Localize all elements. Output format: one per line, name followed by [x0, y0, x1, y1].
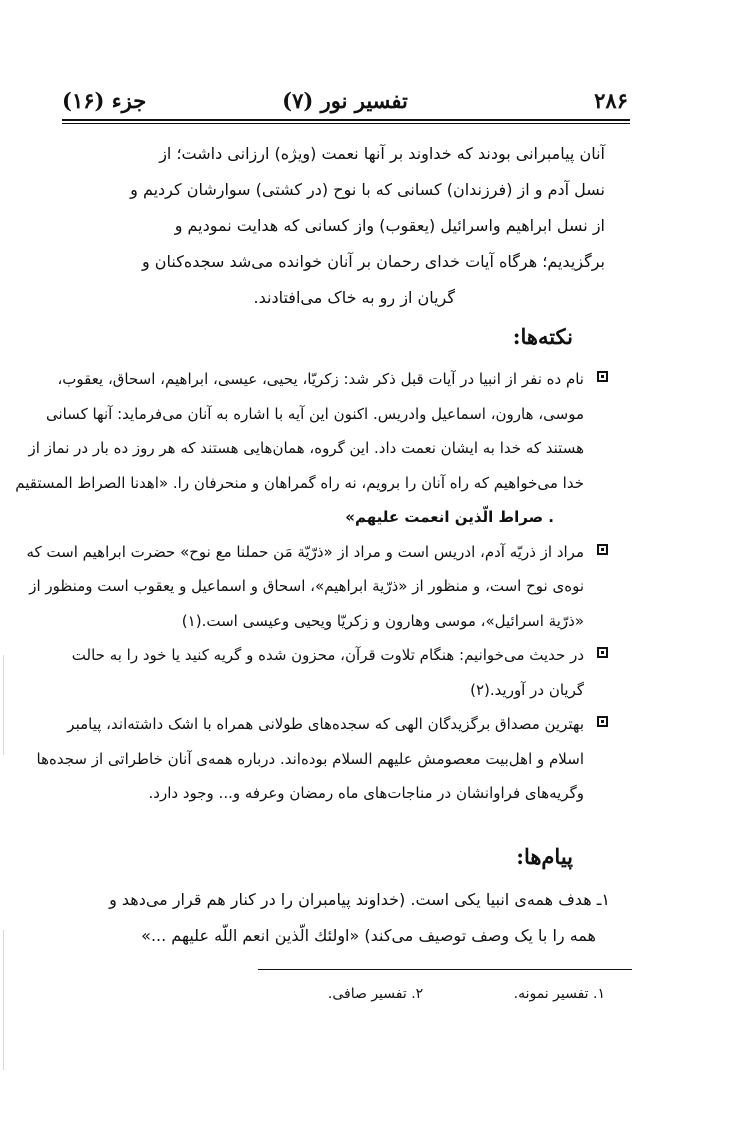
- part-label: جزء (۱۶): [62, 88, 147, 113]
- text-line: نسل آدم و از (فرزندان) کسانی که با نوح (در کشتی) سوارشان کردیم و: [130, 180, 605, 199]
- verse-translation: [90, 136, 605, 316]
- scan-edge-mark: [3, 930, 4, 1070]
- square-bullet-icon: [597, 716, 608, 727]
- square-bullet-icon: [597, 647, 608, 658]
- messages-heading: پیام‌ها:: [516, 844, 573, 869]
- page-number: ۲۸۶: [594, 88, 628, 113]
- note-line: . صراط الّذین انعمت علیهم»: [345, 508, 554, 526]
- note-line: اسلام و اهل‌بیت معصومش علیهم السلام بوده‌اند. درباره همه‌ی آنان خاطراتی از سجده‌ها: [36, 749, 584, 768]
- square-bullet-icon: [597, 371, 608, 382]
- message-line: همه را با یک وصف توصیف می‌کند) «اولئك الّذین انعم اللّه علیهم ...»: [141, 926, 596, 945]
- header-rule: [62, 119, 630, 121]
- footnote-rule: [258, 969, 632, 970]
- text-line: گریان از رو به خاک می‌افتادند.: [253, 288, 455, 307]
- footnote-1: ۱. تفسیر نمونه.: [513, 986, 605, 1002]
- text-line: آنان پیامبرانی بودند که خداوند بر آنها نعمت (ویژه) ارزانی داشت؛ از: [159, 144, 605, 163]
- note-line: مراد از ذریّه آدم، ادریس است و مراد از «ذرّیّة مَن حملنا مع نوح» حضرت ابراهیم است که: [26, 542, 584, 561]
- footnote-2: ۲. تفسیر صافی.: [327, 986, 424, 1002]
- messages-section: [90, 882, 610, 954]
- note-item: [36, 707, 608, 811]
- note-line: گریان در آورید.(۲): [470, 680, 584, 699]
- note-item: [15, 362, 608, 535]
- scan-edge-mark: [3, 655, 4, 755]
- notes-section: [15, 362, 608, 811]
- note-line: وگریه‌های فراوانشان در مناجات‌های ماه رمضان وعرفه و... وجود دارد.: [148, 784, 584, 802]
- note-line: در حدیث می‌خوانیم: هنگام تلاوت قرآن، محزون شده و گریه کنید یا خود را به حالت: [71, 646, 584, 664]
- note-line: خدا می‌خواهیم که راه آنان را برویم، نه راه گمراهان و منحرفان را. «اهدنا الصراط المستقیم: [15, 473, 584, 492]
- note-line: موسی، هارون، اسماعیل وادریس. اکنون این آیه با اشاره به آنان می‌فرماید: آنها کسانی: [45, 404, 584, 423]
- header-rule-thin: [62, 123, 630, 124]
- note-item: [72, 638, 608, 707]
- text-line: از نسل ابراهیم واسرائیل (یعقوب) واز کسانی که هدایت نمودیم و: [174, 216, 605, 235]
- note-line: نام ده نفر از انبیا در آیات قبل ذکر شد: زکریّا، یحیی، عیسی، ابراهیم، اسحاق، یعقوب،: [57, 370, 584, 388]
- book-title: تفسیر نور (۷): [282, 88, 408, 113]
- note-line: نوه‌ی نوح است، و منظور از «ذرّیة ابراهیم»، اسحاق و اسماعیل و یعقوب است ومنظور از: [29, 577, 584, 595]
- note-line: «ذرّیة اسرائیل»، موسی وهارون و زکریّا ویحیی وعیسی است.(۱): [181, 611, 584, 630]
- page-header: [62, 88, 628, 118]
- notes-heading: نکته‌ها:: [512, 324, 573, 349]
- note-line: هستند که خدا به ایشان نعمت داد. این گروه، همان‌هایی هستند که هر روز ده بار در نماز از: [28, 439, 584, 457]
- note-item: [26, 535, 608, 639]
- note-line: بهترین مصداق برگزیدگان الهی که سجده‌های طولانی همراه با اشک داشته‌اند، پیامبر: [67, 715, 584, 733]
- square-bullet-icon: [597, 544, 608, 555]
- footnotes: [300, 986, 605, 1010]
- text-line: برگزیدیم؛ هرگاه آیات خدای رحمان بر آنان خوانده می‌شد سجده‌کنان و: [141, 252, 605, 271]
- message-line: ۱ـ هدف همه‌ی انبیا یکی است. (خداوند پیامبران را در کنار هم قرار می‌دهد و: [109, 890, 610, 909]
